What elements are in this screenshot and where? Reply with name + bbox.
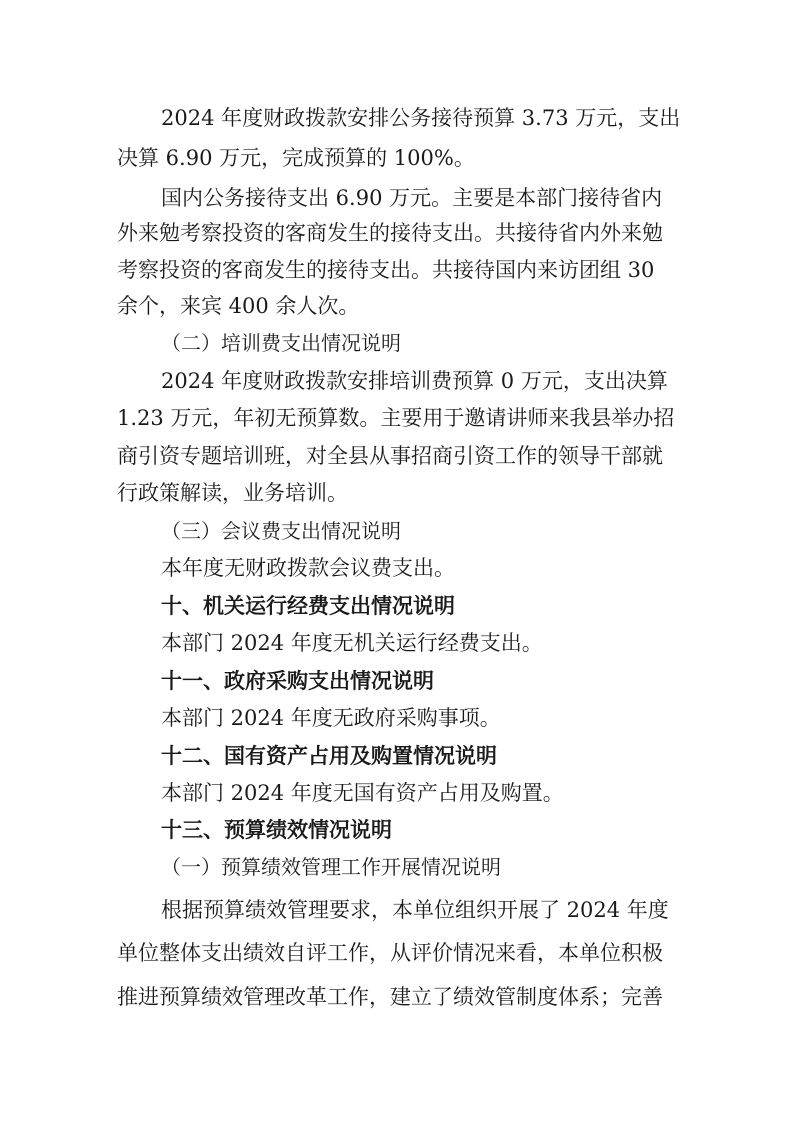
paragraph-line: 1.23 万元，年初无预算数。主要用于邀请讲师来我县举办招 <box>117 406 675 430</box>
section-subheading-13-1: （一）预算绩效管理工作开展情况说明 <box>161 855 501 879</box>
paragraph-line: 行政策解读，业务培训。 <box>117 481 348 505</box>
paragraph-line: 本部门 2024 年度无政府采购事项。 <box>161 706 501 730</box>
section-heading-11: 十一、政府采购支出情况说明 <box>161 669 434 693</box>
paragraph-line: 外来勉考察投资的客商发生的接待支出。共接待省内外来勉 <box>117 221 663 245</box>
paragraph-line: 本年度无财政拨款会议费支出。 <box>161 556 455 580</box>
section-heading-training: （二）培训费支出情况说明 <box>161 331 401 355</box>
paragraph-line: 根据预算绩效管理要求，本单位组织开展了 2024 年度 <box>161 898 669 922</box>
paragraph-line: 决算 6.90 万元，完成预算的 100%。 <box>117 146 475 170</box>
paragraph-line: 2024 年度财政拨款安排公务接待预算 3.73 万元，支出 <box>161 106 681 130</box>
section-heading-13: 十三、预算绩效情况说明 <box>161 818 392 842</box>
paragraph-line: 商引资专题培训班，对全县从事招商引资工作的领导干部就 <box>117 444 663 468</box>
paragraph-line: 本部门 2024 年度无国有资产占用及购置。 <box>161 781 564 805</box>
paragraph-line: 单位整体支出绩效自评工作，从评价情况来看，本单位积极 <box>117 941 663 965</box>
section-heading-10: 十、机关运行经费支出情况说明 <box>161 594 455 618</box>
paragraph-line: 推进预算绩效管理改革工作，建立了绩效管制度体系；完善 <box>117 985 663 1009</box>
paragraph-line: 本部门 2024 年度无机关运行经费支出。 <box>161 631 543 655</box>
paragraph-line: 余个，来宾 400 余人次。 <box>117 294 360 318</box>
paragraph-line: 考察投资的客商发生的接待支出。共接待国内来访团组 30 <box>117 258 655 282</box>
section-heading-12: 十二、国有资产占用及购置情况说明 <box>161 744 497 768</box>
paragraph-line: 国内公务接待支出 6.90 万元。主要是本部门接待省内 <box>161 186 663 210</box>
section-heading-meeting: （三）会议费支出情况说明 <box>161 519 401 543</box>
paragraph-line: 2024 年度财政拨款安排培训费预算 0 万元，支出决算 <box>161 369 668 393</box>
